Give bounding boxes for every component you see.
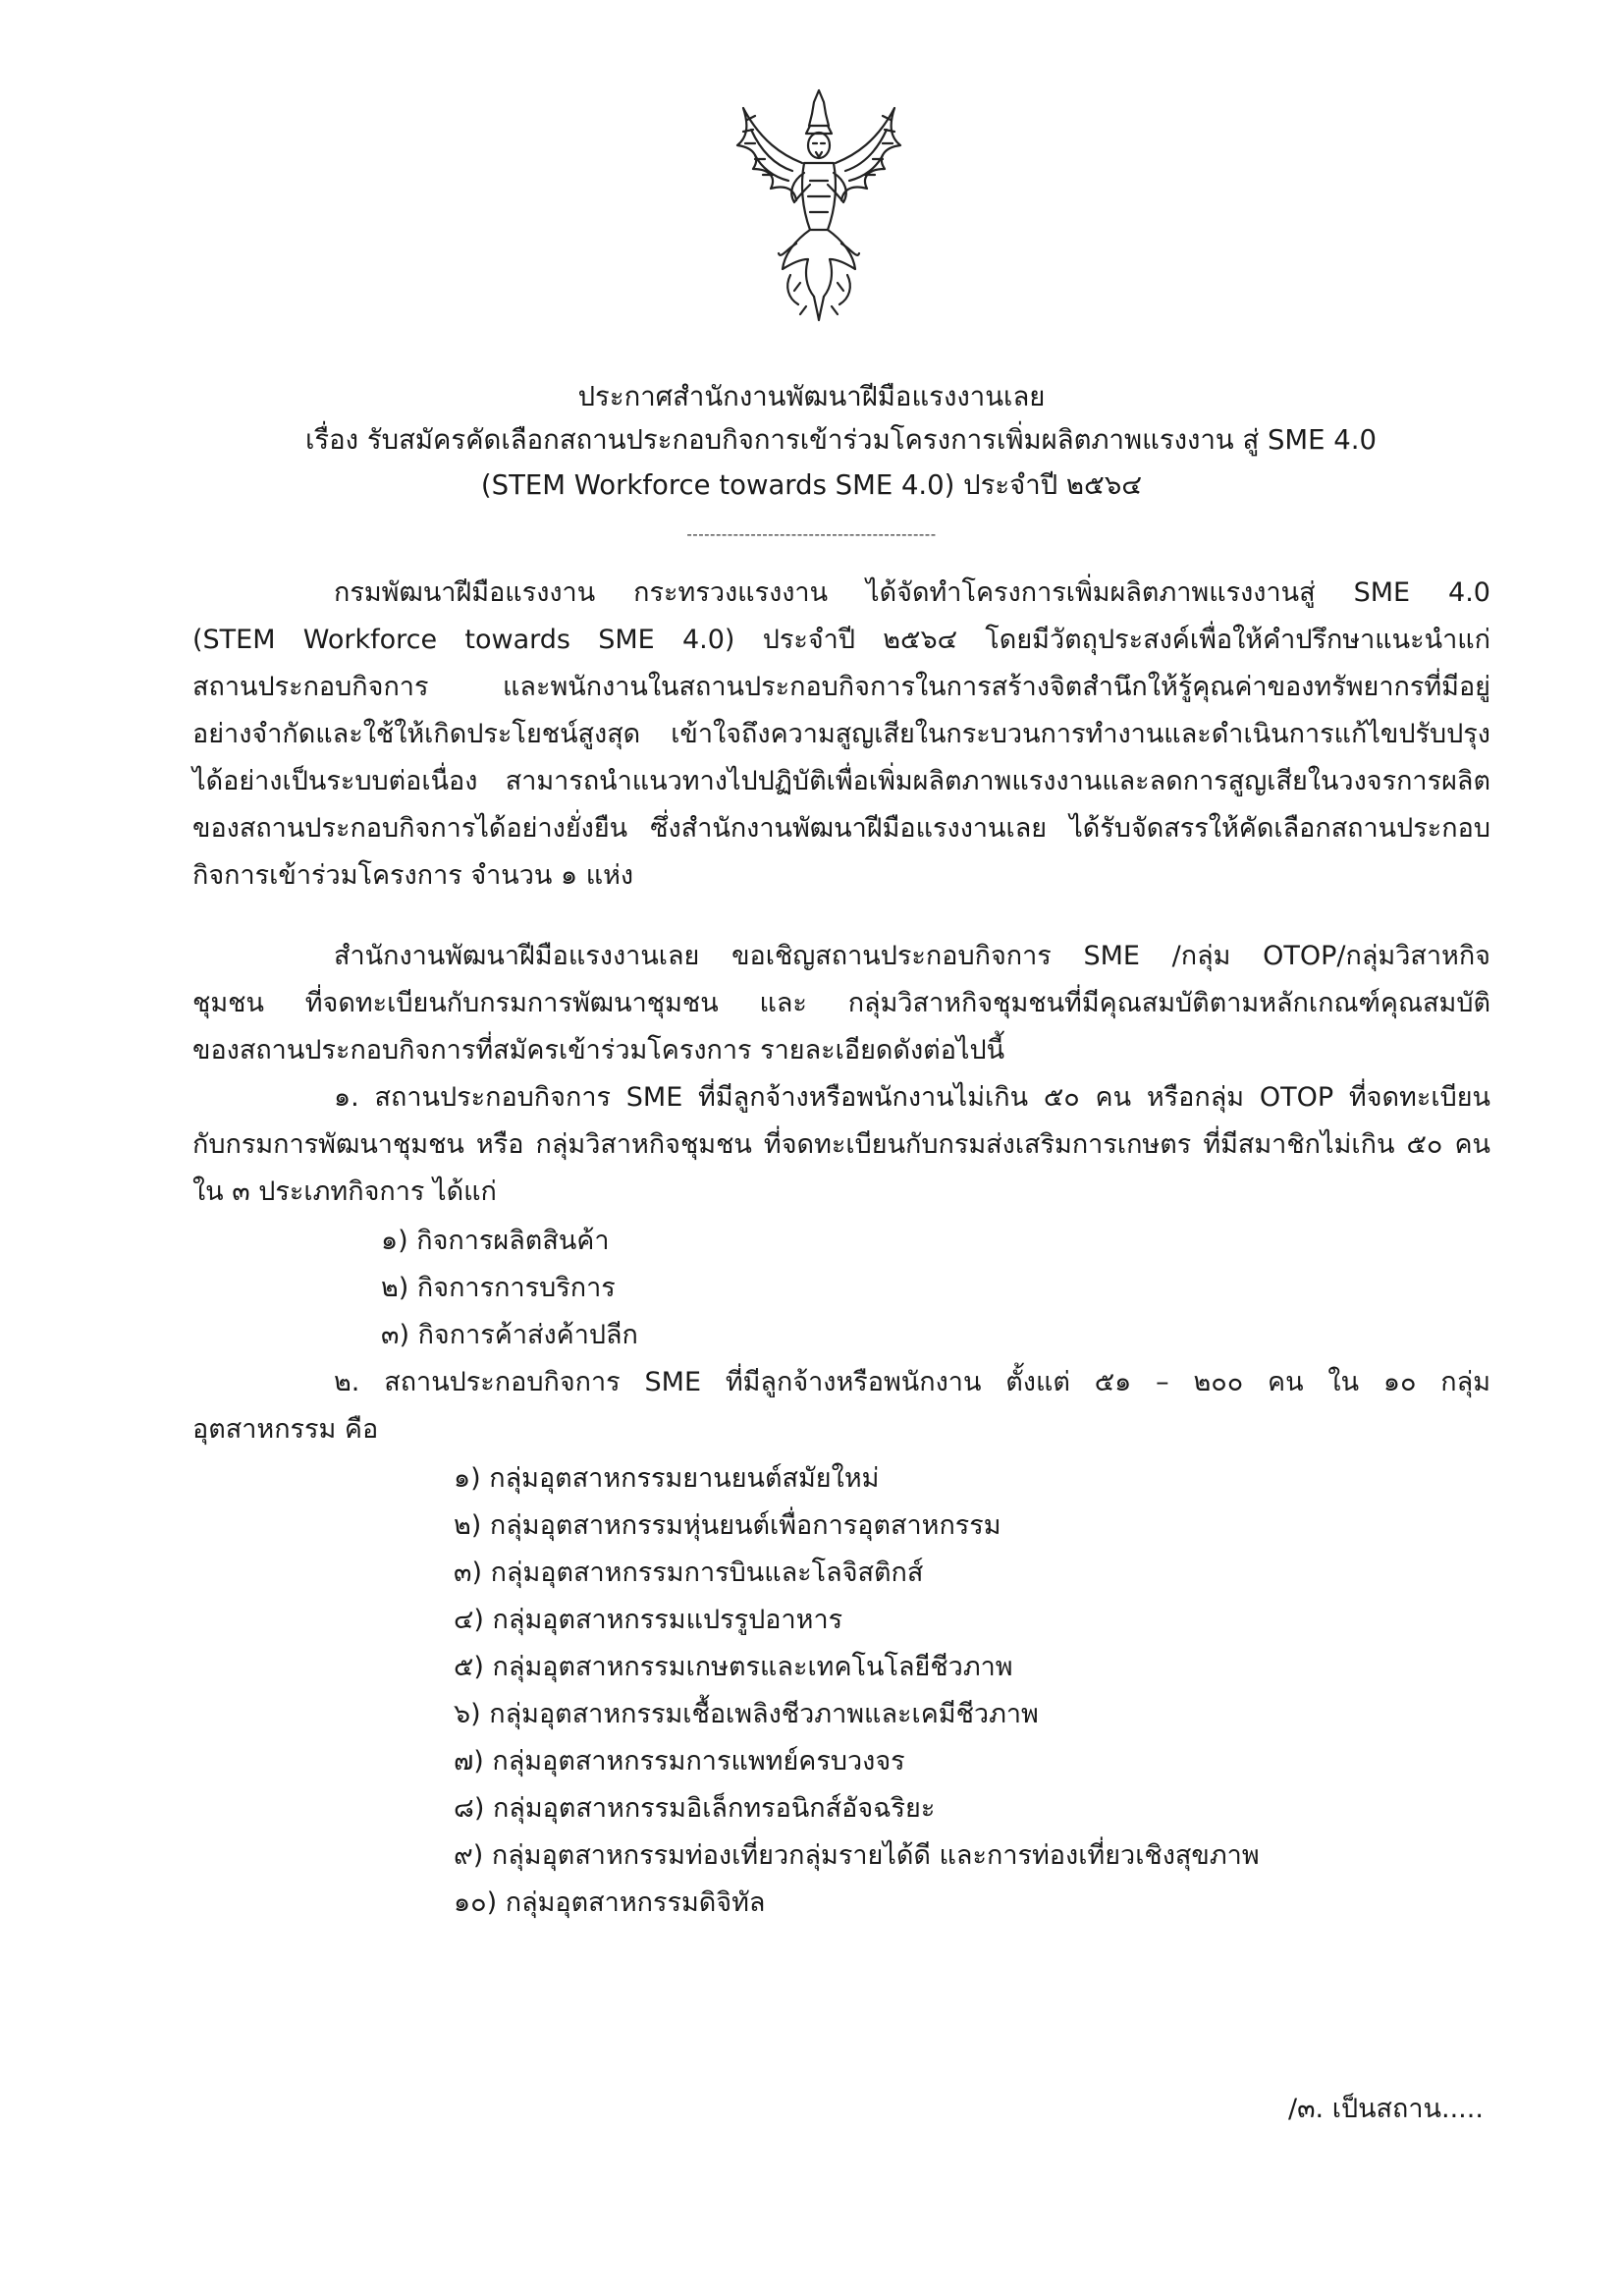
- announcement-title: ประกาศสำนักงานพัฒนาฝีมือแรงงานเลย: [577, 381, 1046, 412]
- item1-line-3: ใน ๓ ประเภทกิจการ ได้แก่: [192, 1176, 497, 1207]
- item2-line-1: ๒. สถานประกอบกิจการ SME ที่มีลูกจ้างหรือพนักงาน ตั้งแต่ ๕๑ – ๒๐๐ คน ใน ๑๐ กลุ่ม: [334, 1367, 1490, 1397]
- item1-sub-3: ๓) กิจการค้าส่งค้าปลีก: [381, 1320, 638, 1350]
- para1-line-2: (STEM Workforce towards SME 4.0) ประจำปี ๒๕๖๔ โดยมีวัตถุประสงค์เพื่อให้คำปรึกษาแนะนำแก่: [192, 625, 1490, 655]
- garuda-emblem-icon: [731, 86, 906, 324]
- item1-line-1: ๑. สถานประกอบกิจการ SME ที่มีลูกจ้างหรือพนักงานไม่เกิน ๕๐ คน หรือกลุ่ม OTOP ที่จดทะเบียน: [334, 1082, 1490, 1113]
- item2-sub-4: ๔) กลุ่มอุตสาหกรรมแปรรูปอาหาร: [454, 1605, 843, 1635]
- para2-line-1: สำนักงานพัฒนาฝีมือแรงงานเลย ขอเชิญสถานประกอบกิจการ SME /กลุ่ม OTOP/กลุ่มวิสาหกิจ: [334, 941, 1490, 971]
- para2-line-3: ของสถานประกอบกิจการที่สมัครเข้าร่วมโครงการ รายละเอียดดังต่อไปนี้: [192, 1035, 1005, 1066]
- para1-line-3: สถานประกอบกิจการ และพนักงานในสถานประกอบกิจการในการสร้างจิตสำนึกให้รู้คุณค่าของทรัพยากรที่มีอยู่: [192, 672, 1490, 702]
- item2-sub-3: ๓) กลุ่มอุตสาหกรรมการบินและโลจิสติกส์: [454, 1558, 924, 1588]
- item2-sub-6: ๖) กลุ่มอุตสาหกรรมเชื้อเพลิงชีวภาพและเคมีชีวภาพ: [454, 1699, 1039, 1729]
- item1-line-2: กับกรมการพัฒนาชุมชน หรือ กลุ่มวิสาหกิจชุมชน ที่จดทะเบียนกับกรมส่งเสริมการเกษตร ที่มีสมาชิกไม่เกิน ๕๐ คน: [192, 1129, 1490, 1160]
- item1-sub-1: ๑) กิจการผลิตสินค้า: [381, 1226, 610, 1256]
- divider-line: -------------------------------------------: [686, 525, 937, 543]
- para1-line-1: กรมพัฒนาฝีมือแรงงาน กระทรวงแรงงาน ได้จัดทำโครงการเพิ่มผลิตภาพแรงงานสู่ SME 4.0: [334, 577, 1490, 608]
- item2-sub-7: ๗) กลุ่มอุตสาหกรรมการแพทย์ครบวงจร: [454, 1746, 905, 1777]
- item2-sub-2: ๒) กลุ่มอุตสาหกรรมหุ่นยนต์เพื่อการอุตสาหกรรม: [454, 1510, 1001, 1541]
- announcement-subject-cont: (STEM Workforce towards SME 4.0) ประจำปี ๒๕๖๔: [480, 469, 1143, 501]
- para1-line-5: ได้อย่างเป็นระบบต่อเนื่อง สามารถนำแนวทางไปปฏิบัติเพื่อเพิ่มผลิตภาพแรงงานและลดการสูญเสียในวงจรการผลิต: [192, 766, 1490, 796]
- announcement-subject: เรื่อง รับสมัครคัดเลือกสถานประกอบกิจการเข้าร่วมโครงการเพิ่มผลิตภาพแรงงาน สู่ SME 4.0: [304, 424, 1378, 456]
- item2-sub-8: ๘) กลุ่มอุตสาหกรรมอิเล็กทรอนิกส์อัจฉริยะ: [454, 1793, 936, 1824]
- para1-line-6: ของสถานประกอบกิจการได้อย่างยั่งยืน ซึ่งสำนักงานพัฒนาฝีมือแรงงานเลย ได้รับจัดสรรให้คัดเลือกสถานประกอบ: [192, 813, 1490, 844]
- item2-sub-1: ๑) กลุ่มอุตสาหกรรมยานยนต์สมัยใหม่: [454, 1463, 880, 1494]
- item2-sub-5: ๕) กลุ่มอุตสาหกรรมเกษตรและเทคโนโลยีชีวภาพ: [454, 1652, 1013, 1682]
- item2-sub-10: ๑๐) กลุ่มอุตสาหกรรมดิจิทัล: [454, 1887, 766, 1918]
- para1-line-7: กิจการเข้าร่วมโครงการ จำนวน ๑ แห่ง: [192, 860, 634, 891]
- item2-line-2: อุตสาหกรรม คือ: [192, 1414, 379, 1445]
- para1-line-4: อย่างจำกัดและใช้ให้เกิดประโยชน์สูงสุด เข้าใจถึงความสูญเสียในกระบวนการทำงานและดำเนินการแก้ไขปรับปรุง: [192, 719, 1490, 749]
- item2-sub-9: ๙) กลุ่มอุตสาหกรรมท่องเที่ยวกลุ่มรายได้ดี และการท่องเที่ยวเชิงสุขภาพ: [454, 1840, 1260, 1871]
- page-continuation: /๓. เป็นสถาน.....: [1288, 2094, 1484, 2124]
- item1-sub-2: ๒) กิจการการบริการ: [381, 1273, 616, 1303]
- para2-line-2: ชุมชน ที่จดทะเบียนกับกรมการพัฒนาชุมชน และ กลุ่มวิสาหกิจชุมชนที่มีคุณสมบัติตามหลักเกณฑ์คุณสมบัติ: [192, 988, 1490, 1018]
